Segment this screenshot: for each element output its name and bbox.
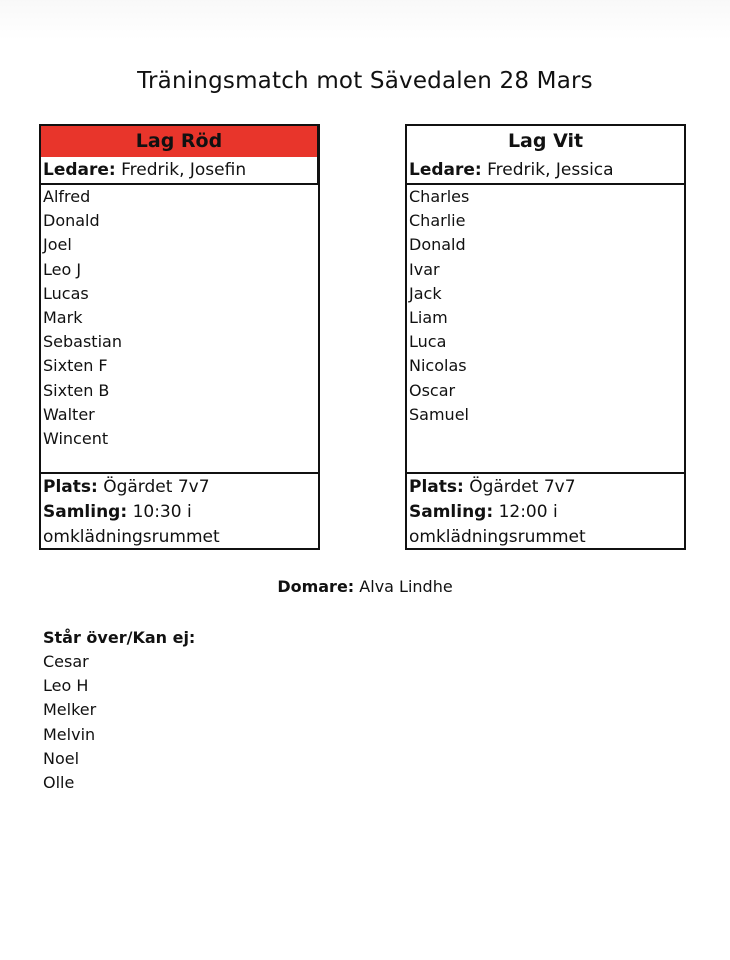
team-white-card bbox=[405, 124, 686, 550]
gathering-label: Samling: bbox=[43, 502, 128, 522]
team-white-place bbox=[409, 474, 684, 499]
list-item: Sixten F bbox=[43, 356, 108, 376]
team-red-gathering-location: omklädningsrummet bbox=[43, 527, 220, 547]
absent-section bbox=[43, 625, 195, 795]
team-white-header bbox=[407, 126, 684, 185]
team-red-leaders-value: Fredrik, Josefin bbox=[121, 160, 247, 180]
absent-list bbox=[43, 650, 195, 795]
team-white-leaders-label: Ledare: bbox=[409, 160, 482, 180]
place-label: Plats: bbox=[43, 477, 98, 497]
list-item: Oscar bbox=[409, 380, 456, 400]
top-shadow bbox=[0, 0, 730, 40]
list-item: Ivar bbox=[409, 259, 440, 279]
place-value: Ögärdet 7v7 bbox=[103, 477, 210, 497]
team-white-name: Lag Vit bbox=[507, 130, 584, 152]
list-item: Cesar bbox=[43, 652, 89, 671]
list-item: Sixten B bbox=[43, 380, 110, 400]
team-white-leaders bbox=[407, 157, 684, 183]
list-item: Samuel bbox=[409, 404, 469, 424]
team-white-player-list bbox=[407, 185, 684, 475]
team-white-gathering-location: omklädningsrummet bbox=[409, 527, 586, 547]
gathering-value: 12:00 i bbox=[498, 502, 558, 522]
referee-name: Alva Lindhe bbox=[359, 577, 453, 596]
place-value: Ögärdet 7v7 bbox=[469, 477, 576, 497]
list-item: Noel bbox=[43, 748, 80, 768]
list-item: Donald bbox=[43, 211, 100, 231]
team-white-leaders-value: Fredrik, Jessica bbox=[487, 160, 614, 180]
gathering-value: 10:30 i bbox=[132, 502, 192, 522]
list-item: Donald bbox=[409, 235, 466, 255]
list-item: Luca bbox=[409, 332, 447, 352]
list-item: Melvin bbox=[43, 724, 96, 744]
list-item: Leo H bbox=[43, 676, 89, 696]
referee-line bbox=[0, 577, 730, 596]
list-item: Wincent bbox=[43, 428, 109, 448]
list-item: Walter bbox=[43, 404, 95, 424]
list-item: Leo J bbox=[43, 259, 82, 279]
list-item: Charlie bbox=[409, 211, 466, 231]
list-item: Mark bbox=[43, 307, 83, 327]
team-white-gathering bbox=[409, 499, 684, 524]
list-item: Jack bbox=[409, 283, 442, 303]
team-white-info bbox=[407, 472, 684, 548]
list-item: Olle bbox=[43, 772, 75, 792]
team-red-leaders bbox=[41, 157, 317, 183]
place-label: Plats: bbox=[409, 477, 464, 497]
list-item: Lucas bbox=[43, 283, 89, 303]
team-red-gathering bbox=[43, 499, 318, 524]
list-item: Nicolas bbox=[409, 356, 467, 376]
list-item: Liam bbox=[409, 307, 448, 327]
team-red-info bbox=[41, 472, 318, 548]
list-item: Charles bbox=[409, 187, 470, 206]
list-item: Alfred bbox=[43, 187, 91, 206]
referee-label: Domare: bbox=[277, 577, 355, 596]
gathering-label: Samling: bbox=[409, 502, 494, 522]
team-red-player-list bbox=[41, 185, 318, 475]
team-red-place bbox=[43, 474, 318, 499]
team-red-name: Lag Röd bbox=[41, 126, 317, 157]
absent-heading: Står över/Kan ej: bbox=[43, 628, 196, 647]
team-red-leaders-label: Ledare: bbox=[43, 160, 116, 180]
list-item: Joel bbox=[43, 235, 72, 255]
list-item: Sebastian bbox=[43, 332, 122, 352]
team-red-header bbox=[41, 126, 318, 185]
page-title: Träningsmatch mot Sävedalen 28 Mars bbox=[137, 68, 593, 94]
team-red-card bbox=[39, 124, 320, 550]
list-item: Melker bbox=[43, 700, 97, 720]
